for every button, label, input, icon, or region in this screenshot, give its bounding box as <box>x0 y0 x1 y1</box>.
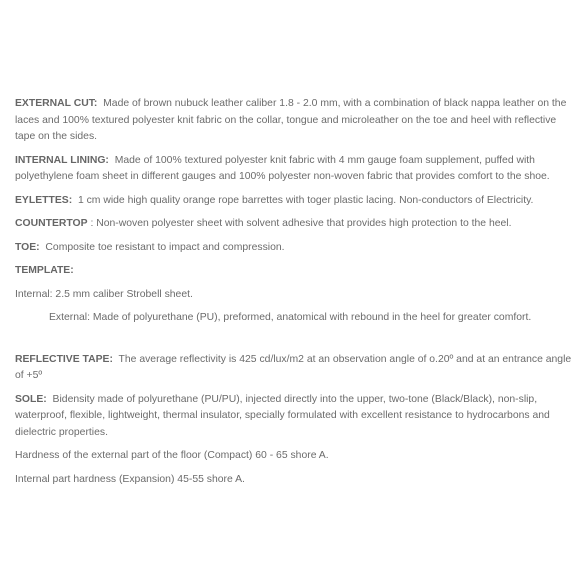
sole-hardness-internal: Internal part hardness (Expansion) 45-55 shore A. <box>15 473 245 485</box>
eyelettes-paragraph <box>15 193 573 210</box>
sole-label: SOLE: <box>15 393 47 405</box>
countertop-text: : Non-woven polyester sheet with solvent adhesive that provides high protection to the heel. <box>90 218 512 229</box>
eyelettes-text: 1 cm wide high quality orange rope barrettes with toger plastic lacing. Non-conductors of Electricity. <box>77 194 534 206</box>
sole-text: Bidensity made of polyurethane (PU/PU), injected directly into the upper, two-tone (Black/Black), non-slip, waterproof, flexible, lightweight, thermal insulator, specially formulated with excellent resistance to hydrocarbons and dielectric properties. <box>15 393 550 438</box>
external-cut-text: Made of brown nubuck leather caliber 1.8 - 2.0 mm, with a combination of black nappa leather on the laces and 100% textured polyester knit fabric on the collar, tongue and microleather on the toe and heel with reflective tape on the sides. <box>15 98 567 142</box>
reflective-tape-paragraph <box>15 352 573 385</box>
template-external: External: Made of polyurethane (PU), preformed, anatomical with rebound in the heel for greater comfort. <box>49 312 532 323</box>
external-cut-label: EXTERNAL CUT: <box>15 98 98 109</box>
template-heading <box>15 263 573 280</box>
toe-paragraph <box>15 240 573 257</box>
countertop-paragraph <box>15 216 573 233</box>
sole-paragraph <box>15 392 573 442</box>
reflective-tape-text: The average reflectivity is 425 cd/lux/m2 at an observation angle of o.20º and at an entrance angle of +5º <box>15 353 572 381</box>
internal-lining-text: Made of 100% textured polyester knit fabric with 4 mm gauge foam supplement, puffed with polyethylene foam sheet in different gauges and 100% polyester non-woven fabric that provides comfort to the shoe. <box>15 154 550 182</box>
internal-lining-label: INTERNAL LINING: <box>15 154 109 166</box>
toe-label: TOE: <box>15 241 40 253</box>
internal-lining-paragraph <box>15 153 573 186</box>
template-label: TEMPLATE: <box>15 265 74 276</box>
sole-hardness-external: Hardness of the external part of the floor (Compact) 60 - 65 shore A. <box>15 450 329 461</box>
reflective-tape-label: REFLECTIVE TAPE: <box>15 353 113 365</box>
countertop-label: COUNTERTOP <box>15 218 88 229</box>
toe-text: Composite toe resistant to impact and compression. <box>45 241 285 253</box>
external-cut-paragraph <box>15 96 573 146</box>
eyelettes-label: EYLETTES: <box>15 194 73 206</box>
template-internal: Internal: 2.5 mm caliber Strobell sheet. <box>15 288 193 300</box>
section-spacer <box>15 334 573 352</box>
spec-document <box>15 96 573 495</box>
